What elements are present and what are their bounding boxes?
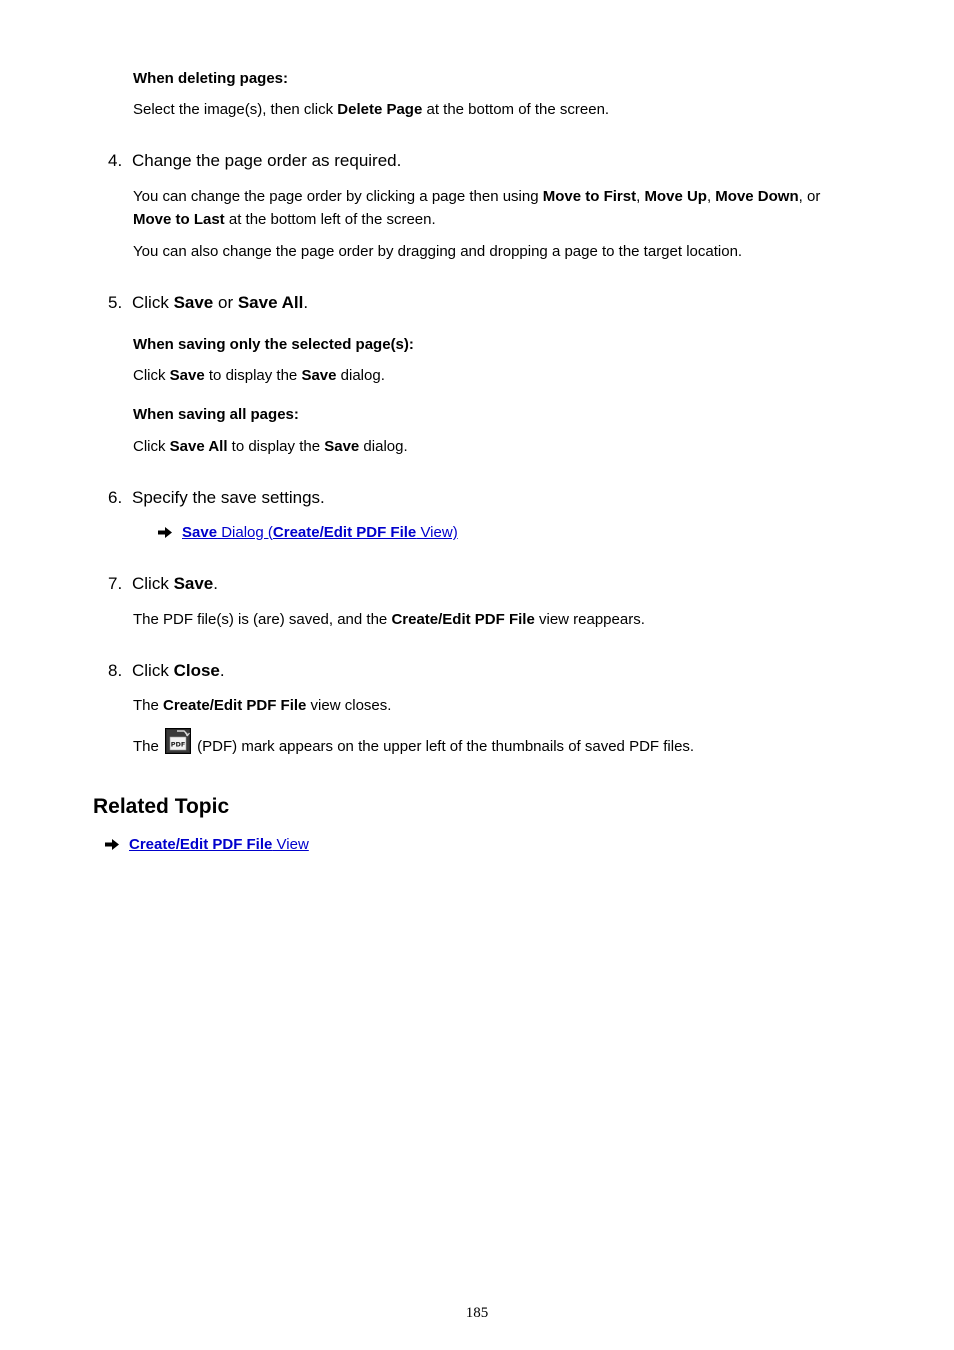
save-label: Save <box>301 367 337 384</box>
text: . <box>213 574 218 593</box>
text: dialog. <box>359 438 408 455</box>
step-7-title <box>108 574 218 594</box>
save-dialog-link-row <box>158 524 458 542</box>
step-number: 7. <box>108 574 123 593</box>
save-all-heading: When saving all pages: <box>133 406 299 423</box>
text: , or <box>798 188 821 205</box>
save-dialog-link[interactable] <box>182 524 458 541</box>
text: . <box>219 661 225 680</box>
text: You can change the page order by clicking a page then using <box>133 188 543 205</box>
text: Click <box>132 661 174 680</box>
step-number: 5. <box>108 293 123 312</box>
delete-page-label: Delete Page <box>337 101 423 118</box>
step-number: 6. <box>108 488 123 507</box>
pdf-mark-label: PDF <box>170 740 186 749</box>
move-up-label: Move Up <box>644 188 707 205</box>
pdf-mark-icon <box>165 728 191 754</box>
text: Click <box>132 293 174 312</box>
move-to-last-label: Move to Last <box>133 211 225 228</box>
text: view closes. <box>306 697 392 714</box>
text: or <box>213 293 238 312</box>
save-selected-text <box>133 367 385 384</box>
related-topic-heading: Related Topic <box>93 795 230 818</box>
save-label: Save <box>324 438 360 455</box>
text: view reappears. <box>534 611 645 628</box>
text: , <box>706 188 716 205</box>
text: , <box>636 188 645 205</box>
create-edit-pdf-label: Create/Edit PDF File <box>163 697 307 714</box>
step-8-title <box>108 661 225 681</box>
step-5-title <box>108 293 308 313</box>
delete-pages-heading: When deleting pages: <box>133 70 289 87</box>
link-text-bold: Save <box>182 524 218 541</box>
text: Click <box>132 574 174 593</box>
step-number: 8. <box>108 661 123 680</box>
link-text: Dialog ( <box>217 524 273 541</box>
step-6-title <box>108 488 325 508</box>
text: The <box>133 697 164 714</box>
save-selected-heading: When saving only the selected page(s): <box>133 336 414 353</box>
text: The <box>133 738 164 755</box>
link-text-bold: Create/Edit PDF File <box>129 836 273 853</box>
move-down-label: Move Down <box>715 188 799 205</box>
link-text: View) <box>416 524 458 541</box>
step-7-para <box>133 611 645 628</box>
step-text: Change the page order as required. <box>132 151 402 170</box>
step-4-para-1-line-1 <box>133 188 820 205</box>
text: . <box>303 293 309 312</box>
create-edit-pdf-view-link[interactable] <box>129 836 309 853</box>
text: dialog. <box>336 367 385 384</box>
link-text: View <box>272 836 309 853</box>
create-edit-pdf-label: Create/Edit PDF File <box>391 611 535 628</box>
text: at the bottom of the screen. <box>422 101 610 118</box>
text: Click <box>133 367 170 384</box>
save-all-text <box>133 438 408 455</box>
step-4-title <box>108 151 401 171</box>
step-8-para-2 <box>133 727 694 767</box>
text: at the bottom left of the screen. <box>224 211 436 228</box>
text: Select the image(s), then click <box>133 101 338 118</box>
save-label: Save <box>173 293 214 312</box>
text: to display the <box>227 438 325 455</box>
step-4-para-1-line-2 <box>133 211 436 228</box>
page-number: 185 <box>465 1305 489 1321</box>
save-label: Save <box>169 367 205 384</box>
delete-pages-text <box>133 101 609 118</box>
text: The PDF file(s) is (are) saved, and the <box>133 611 392 628</box>
step-8-para-1 <box>133 697 391 714</box>
step-4-para-2: You can also change the page order by dragging and dropping a page to the target location. <box>133 243 743 260</box>
step-number: 4. <box>108 151 123 170</box>
move-to-first-label: Move to First <box>542 188 637 205</box>
arrow-right-icon <box>105 839 119 850</box>
save-label: Save <box>173 574 214 593</box>
related-link-row <box>105 836 309 854</box>
save-all-label: Save All <box>169 438 228 455</box>
text: to display the <box>204 367 302 384</box>
link-text-bold: Create/Edit PDF File <box>272 524 417 541</box>
text: Click <box>133 438 170 455</box>
step-text: Specify the save settings. <box>132 488 325 507</box>
close-label: Close <box>173 661 220 680</box>
save-all-label: Save All <box>237 293 304 312</box>
arrow-right-icon <box>158 527 172 538</box>
text: (PDF) mark appears on the upper left of the thumbnails of saved PDF files. <box>193 738 695 755</box>
